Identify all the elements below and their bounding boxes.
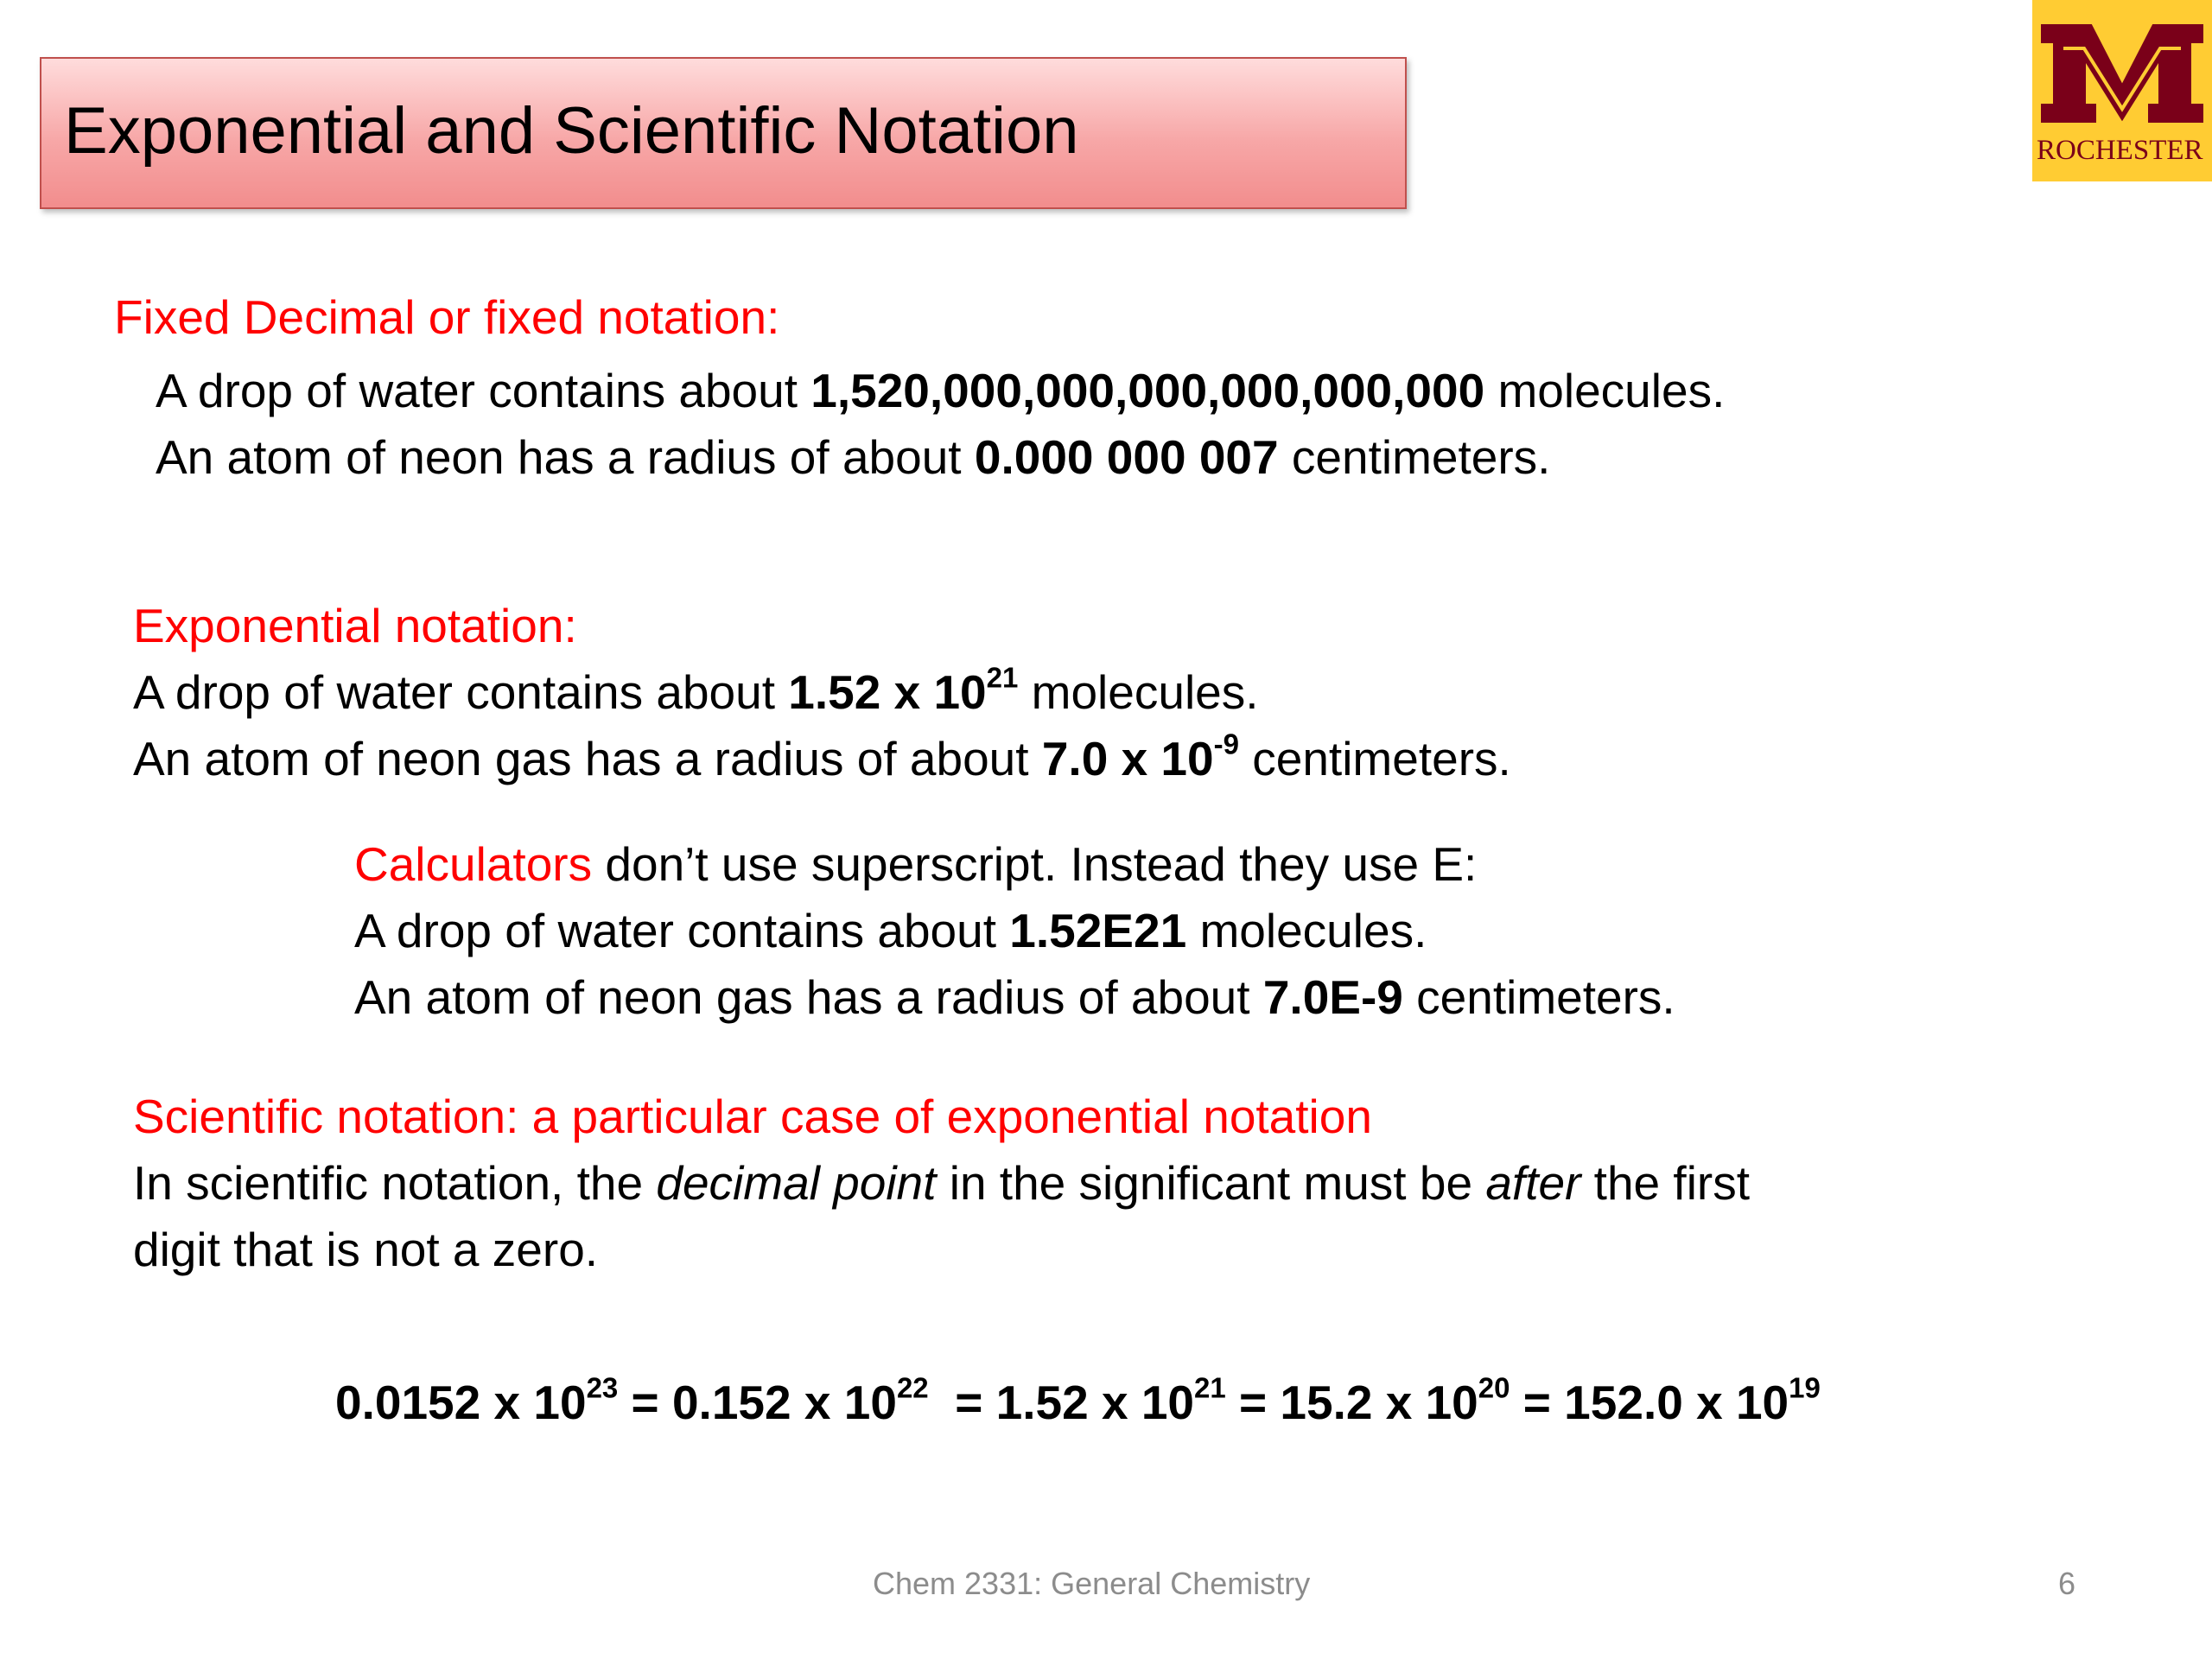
fixed-line-neon-pre: An atom of neon has a radius of about bbox=[156, 430, 975, 484]
university-logo bbox=[2032, 0, 2212, 181]
scientific-line-1-part-b: in the significant must be bbox=[936, 1156, 1486, 1210]
scientific-line-1-part-a: In scientific notation, the bbox=[133, 1156, 657, 1210]
footer-page-number: 6 bbox=[2058, 1566, 2076, 1601]
fixed-line-water bbox=[156, 364, 1726, 417]
exponential-line-water-pre: A drop of water contains about bbox=[133, 665, 789, 719]
calculators-line-water bbox=[354, 904, 1427, 957]
fixed-line-water-post: molecules. bbox=[1484, 364, 1726, 417]
scientific-line-1 bbox=[133, 1156, 1751, 1210]
scientific-line-1-part-c: the first bbox=[1580, 1156, 1751, 1210]
fixed-line-neon bbox=[156, 430, 1551, 484]
equivalence-equation bbox=[335, 1371, 1821, 1429]
title-box bbox=[40, 57, 1407, 209]
exponential-line-water bbox=[133, 661, 1259, 719]
exponential-line-neon-post: centimeters. bbox=[1238, 732, 1511, 785]
calculators-line-water-post: molecules. bbox=[1186, 904, 1427, 957]
exponential-line-neon-pre: An atom of neon gas has a radius of about bbox=[133, 732, 1042, 785]
calculators-heading-word: Calculators bbox=[354, 837, 593, 891]
exponential-line-water-post: molecules. bbox=[1018, 665, 1259, 719]
calculators-line-neon-pre: An atom of neon gas has a radius of about bbox=[354, 970, 1263, 1024]
calculators-line-water-pre: A drop of water contains about bbox=[354, 904, 1010, 957]
exponential-line-neon-mantissa: 7.0 x 10 bbox=[1041, 732, 1214, 785]
scientific-line-2: digit that is not a zero. bbox=[133, 1223, 599, 1276]
equation-term-3: = 1.52 x 10 bbox=[928, 1376, 1194, 1429]
scientific-line-1-em-after: after bbox=[1485, 1156, 1581, 1210]
equation-exponent-3: 21 bbox=[1194, 1371, 1226, 1404]
calculators-line-neon-value: 7.0E-9 bbox=[1262, 970, 1403, 1024]
scientific-notation-heading: Scientific notation: a particular case of exponential notation bbox=[133, 1090, 1372, 1143]
calculators-line-neon bbox=[354, 970, 1675, 1024]
university-m-logo-icon bbox=[2032, 0, 2212, 138]
calculators-line-water-value: 1.52E21 bbox=[1009, 904, 1187, 957]
equation-term-1: 0.0152 x 10 bbox=[335, 1376, 587, 1429]
equation-exponent-5: 19 bbox=[1789, 1371, 1821, 1404]
calculators-heading-rest: don’t use superscript. Instead they use E: bbox=[592, 837, 1478, 891]
equation-exponent-2: 22 bbox=[896, 1371, 929, 1404]
footer-course: Chem 2331: General Chemistry bbox=[873, 1566, 1311, 1601]
exponential-line-neon bbox=[133, 728, 1511, 785]
calculators-line-neon-post: centimeters. bbox=[1402, 970, 1675, 1024]
equation-term-4: = 15.2 x 10 bbox=[1225, 1376, 1478, 1429]
equation-term-5: = 152.0 x 10 bbox=[1510, 1376, 1789, 1429]
fixed-line-neon-post: centimeters. bbox=[1278, 430, 1551, 484]
equation-exponent-4: 20 bbox=[1478, 1371, 1510, 1404]
fixed-line-water-value: 1,520,000,000,000,000,000,000 bbox=[810, 364, 1485, 417]
logo-text: ROCHESTER bbox=[2037, 135, 2203, 166]
fixed-line-water-pre: A drop of water contains about bbox=[156, 364, 811, 417]
scientific-line-1-em-decimal-point: decimal point bbox=[656, 1156, 937, 1210]
slide-title: Exponential and Scientific Notation bbox=[64, 94, 1079, 168]
fixed-notation-heading: Fixed Decimal or fixed notation: bbox=[114, 290, 780, 344]
calculators-heading bbox=[354, 837, 1478, 891]
exponential-line-water-exponent: 21 bbox=[986, 661, 1019, 694]
exponential-line-water-mantissa: 1.52 x 10 bbox=[788, 665, 987, 719]
fixed-line-neon-value: 0.000 000 007 bbox=[974, 430, 1279, 484]
exponential-line-neon-exponent: -9 bbox=[1213, 728, 1239, 760]
equation-term-2: = 0.152 x 10 bbox=[618, 1376, 897, 1429]
exponential-notation-heading: Exponential notation: bbox=[133, 599, 577, 652]
equation-exponent-1: 23 bbox=[586, 1371, 619, 1404]
